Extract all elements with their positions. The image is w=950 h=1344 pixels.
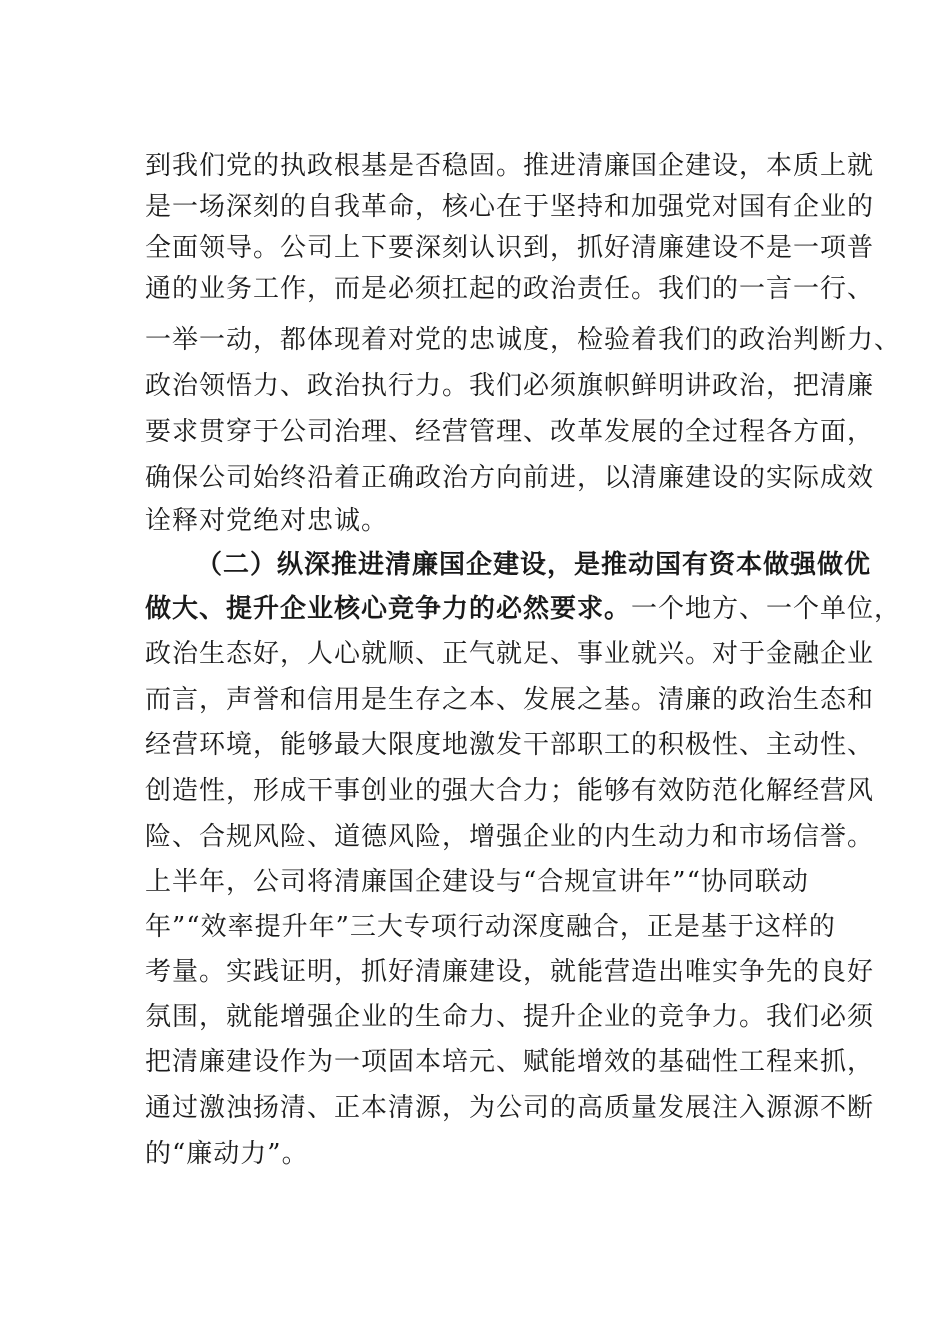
paragraph-1-line-2: 是一场深刻的自我革命，核心在于坚持和加强党对国有企业的 xyxy=(145,192,875,222)
paragraph-2-line-10: 把清廉建设作为一项固本培元、赋能增效的基础性工程来抓， xyxy=(145,1047,875,1077)
paragraph-1-line-9: 诠释对党绝对忠诚。 xyxy=(145,506,389,536)
paragraph-2-line-9: 氛围，就能增强企业的生命力、提升企业的竞争力。我们必须 xyxy=(145,1002,875,1032)
paragraph-2-line-12: 的“廉动力”。 xyxy=(145,1139,309,1169)
paragraph-1-line-8: 确保公司始终沿着正确政治方向前进，以清廉建设的实际成效 xyxy=(145,463,875,493)
paragraph-2-line-4: 创造性，形成干事创业的强大合力；能够有效防范化解经营风 xyxy=(145,776,875,806)
paragraph-1-line-4: 通的业务工作，而是必须扛起的政治责任。我们的一言一行、 xyxy=(145,274,875,304)
paragraph-2-line-11: 通过激浊扬清、正本清源，为公司的高质量发展注入源源不断 xyxy=(145,1093,875,1123)
paragraph-2-line-5: 险、合规风险、道德风险，增强企业的内生动力和市场信誉。 xyxy=(145,822,875,852)
paragraph-2-line-1: 政治生态好，人心就顺、正气就足、事业就兴。对于金融企业 xyxy=(145,639,875,669)
paragraph-2-heading-line-2 xyxy=(145,592,901,626)
paragraph-2-line-3: 经营环境，能够最大限度地激发干部职工的积极性、主动性、 xyxy=(145,730,875,760)
paragraph-2-line-2: 而言，声誉和信用是生存之本、发展之基。清廉的政治生态和 xyxy=(145,685,875,715)
paragraph-2-line-6: 上半年，公司将清廉国企建设与“合规宣讲年”“协同联动 xyxy=(145,867,809,897)
paragraph-1-line-1: 到我们党的执政根基是否稳固。推进清廉国企建设，本质上就 xyxy=(145,151,875,181)
paragraph-2-heading-bold: 做大、提升企业核心竞争力的必然要求。 xyxy=(145,594,632,624)
paragraph-2-heading-line-1: （二）纵深推进清廉国企建设，是推动国有资本做强做优 xyxy=(196,550,872,580)
paragraph-1-line-5: 一举一动，都体现着对党的忠诚度，检验着我们的政治判断力、 xyxy=(145,325,902,355)
paragraph-1-line-7: 要求贯穿于公司治理、经营管理、改革发展的全过程各方面， xyxy=(145,417,875,447)
paragraph-2-heading-rest: 一个地方、一个单位， xyxy=(631,594,902,624)
paragraph-2-line-7: 年”“效率提升年”三大专项行动深度融合，正是基于这样的 xyxy=(145,912,836,942)
paragraph-1-line-3: 全面领导。公司上下要深刻认识到，抓好清廉建设不是一项普 xyxy=(145,233,875,263)
paragraph-1-line-6: 政治领悟力、政治执行力。我们必须旗帜鲜明讲政治，把清廉 xyxy=(145,371,875,401)
paragraph-2-line-8: 考量。实践证明，抓好清廉建设，就能营造出唯实争先的良好 xyxy=(145,957,875,987)
